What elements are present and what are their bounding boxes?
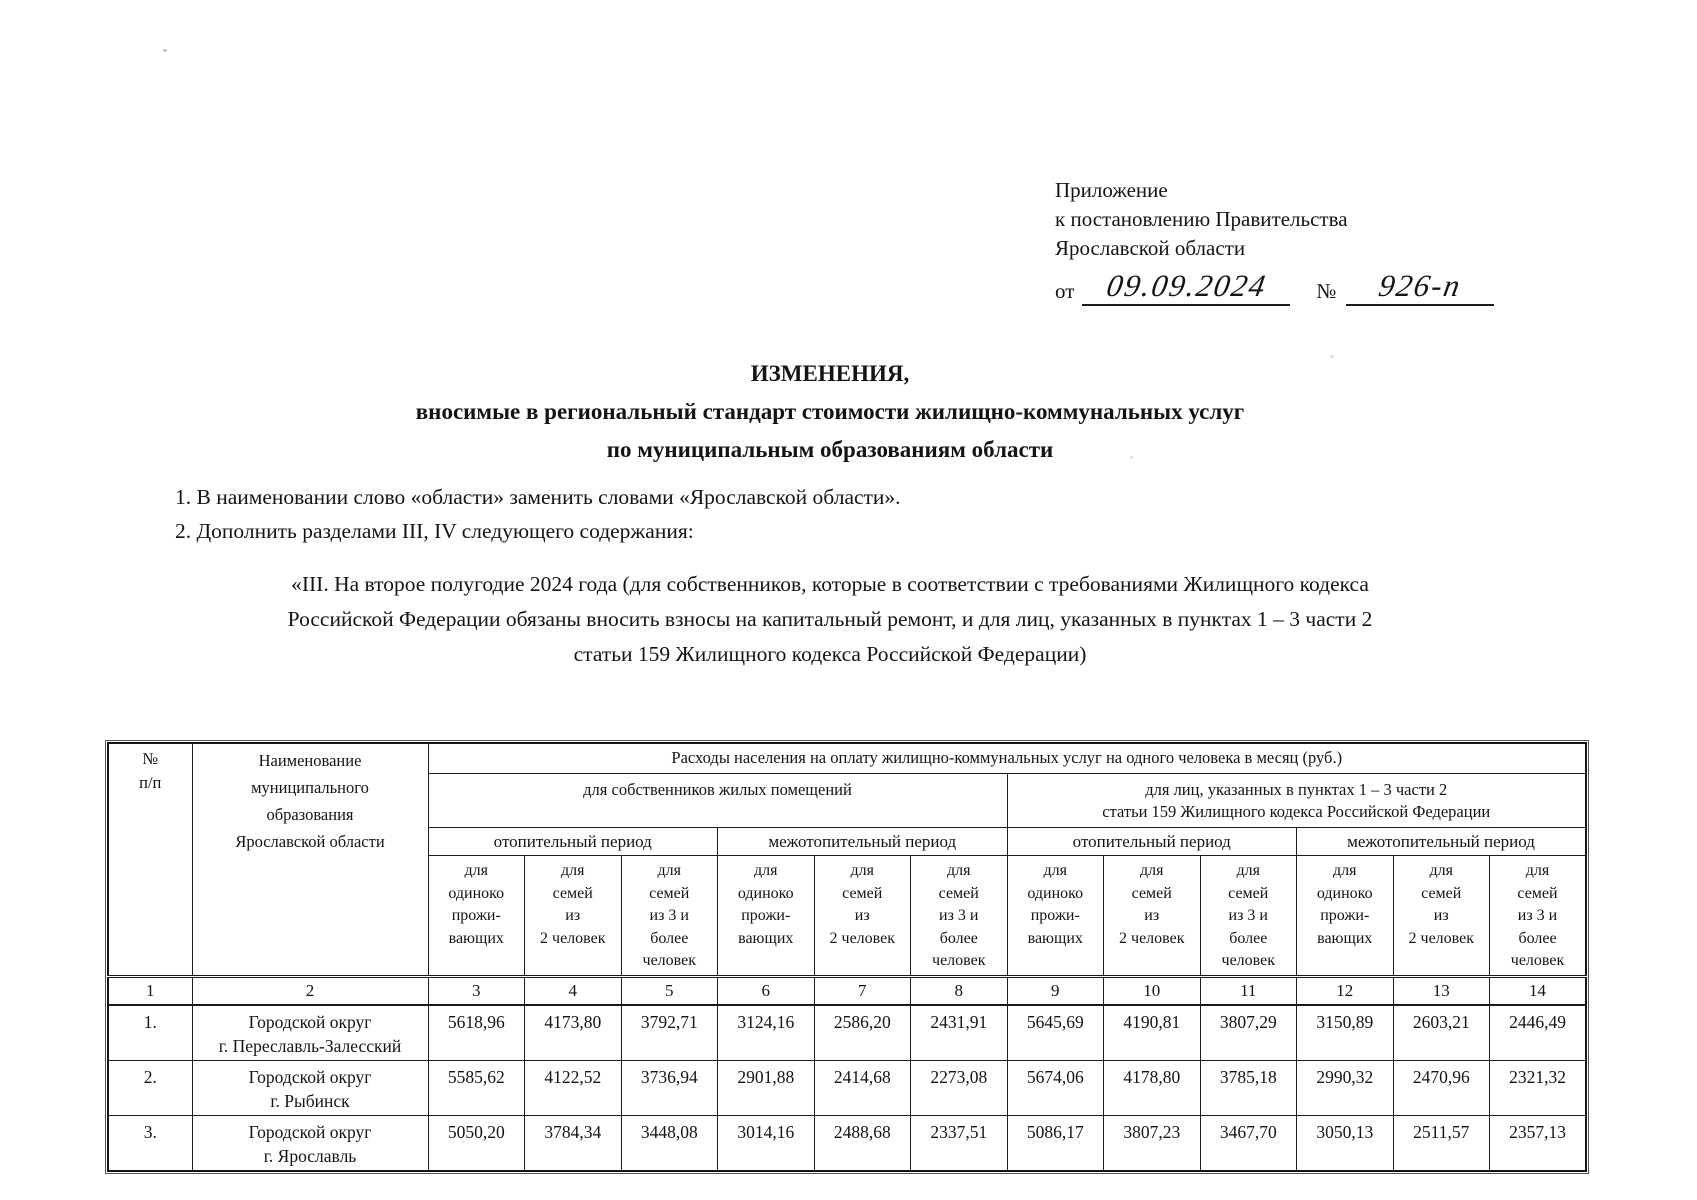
- standards-table: [107, 742, 1587, 1172]
- sub-header-single: для одиноко прожи- вающих: [1297, 856, 1394, 977]
- period-header-heating: отопительный период: [428, 828, 718, 856]
- column-number: 5: [621, 976, 718, 1005]
- column-number: 9: [1007, 976, 1104, 1005]
- value-cell: 2431,91: [911, 1005, 1008, 1061]
- col-header-row-number: [108, 743, 192, 976]
- sub-header-family2: для семей из 2 человек: [1393, 856, 1490, 977]
- value-cell: 3467,70: [1200, 1115, 1297, 1171]
- column-number: 10: [1104, 976, 1201, 1005]
- value-cell: 3050,13: [1297, 1115, 1394, 1171]
- column-number: 4: [525, 976, 622, 1005]
- municipality-name: Городской округ г. Ярославль: [192, 1115, 428, 1171]
- text-line: п/п: [139, 773, 162, 792]
- row-number: 1.: [108, 1005, 192, 1061]
- value-cell: 2901,88: [718, 1060, 815, 1115]
- amendment-list: [175, 480, 901, 548]
- scan-artifact: [163, 49, 167, 52]
- value-cell: 3448,08: [621, 1115, 718, 1171]
- value-cell: 5585,62: [428, 1060, 525, 1115]
- value-cell: 5086,17: [1007, 1115, 1104, 1171]
- value-cell: 2488,68: [814, 1115, 911, 1171]
- col-header-expenses: Расходы населения на оплату жилищно-коммунальных услуг на одного человека в месяц (руб.): [428, 743, 1586, 774]
- text-line: муниципального: [251, 778, 369, 797]
- value-cell: 3784,34: [525, 1115, 622, 1171]
- text-line: для лиц, указанных в пунктах 1 – 3 части 2: [1145, 780, 1448, 799]
- sub-header-family3: для семей из 3 и более человек: [1490, 856, 1587, 977]
- value-cell: 4122,52: [525, 1060, 622, 1115]
- appendix-line: Ярославской области: [1055, 236, 1246, 260]
- value-cell: 3807,29: [1200, 1005, 1297, 1061]
- sub-header-family3: для семей из 3 и более человек: [621, 856, 718, 977]
- value-cell: 4190,81: [1104, 1005, 1201, 1061]
- value-cell: 3807,23: [1104, 1115, 1201, 1171]
- value-cell: 2446,49: [1490, 1005, 1587, 1061]
- text-line: «III. На второе полугодие 2024 года (для собственников, которые в соответствии с требованиями Жилищного кодекса: [291, 572, 1369, 596]
- column-number-row: [108, 976, 1586, 1005]
- period-header-interheating: межотопительный период: [1297, 828, 1587, 856]
- value-cell: 2273,08: [911, 1060, 1008, 1115]
- column-number: 13: [1393, 976, 1490, 1005]
- sub-header-family2: для семей из 2 человек: [814, 856, 911, 977]
- date-prefix-label: от: [1055, 279, 1075, 303]
- text-line: Ярославской области: [235, 832, 385, 851]
- amendment-item: 1. В наименовании слово «области» заменить словами «Ярославской области».: [175, 485, 901, 509]
- column-number: 1: [108, 976, 192, 1005]
- value-cell: 3785,18: [1200, 1060, 1297, 1115]
- table-row: [108, 1060, 1586, 1115]
- municipality-name: Городской округ г. Рыбинск: [192, 1060, 428, 1115]
- value-cell: 2337,51: [911, 1115, 1008, 1171]
- value-cell: 3150,89: [1297, 1005, 1394, 1061]
- value-cell: 2603,21: [1393, 1005, 1490, 1061]
- group-header-persons-159: [1007, 774, 1586, 828]
- value-cell: 4178,80: [1104, 1060, 1201, 1115]
- column-number: 12: [1297, 976, 1394, 1005]
- column-number: 8: [911, 976, 1008, 1005]
- sub-header-family3: для семей из 3 и более человек: [911, 856, 1008, 977]
- column-number: 11: [1200, 976, 1297, 1005]
- table-row: [108, 1005, 1586, 1061]
- row-number: 3.: [108, 1115, 192, 1171]
- appendix-date-line: [1055, 268, 1494, 306]
- sub-header-single: для одиноко прожи- вающих: [718, 856, 815, 977]
- period-header-heating: отопительный период: [1007, 828, 1297, 856]
- handwritten-date: 09.09.2024: [1103, 268, 1270, 303]
- value-cell: 3736,94: [621, 1060, 718, 1115]
- appendix-line: к постановлению Правительства: [1055, 207, 1348, 231]
- table-row: [108, 1115, 1586, 1171]
- appendix-line: Приложение: [1055, 178, 1168, 202]
- value-cell: 2357,13: [1490, 1115, 1587, 1171]
- col-header-municipality: [192, 743, 428, 976]
- appendix-header: [1055, 176, 1494, 306]
- value-cell: 2414,68: [814, 1060, 911, 1115]
- value-cell: 3792,71: [621, 1005, 718, 1061]
- value-cell: 2511,57: [1393, 1115, 1490, 1171]
- text-line: статьи 159 Жилищного кодекса Российской Федерации: [1102, 802, 1491, 821]
- text-line: Российской Федерации обязаны вносить взносы на капитальный ремонт, и для лиц, указанных в пунктах 1 – 3 части 2: [287, 607, 1373, 631]
- text-line: образования: [266, 805, 354, 824]
- value-cell: 2990,32: [1297, 1060, 1394, 1115]
- title-line: ИЗМЕНЕНИЯ,: [750, 361, 910, 386]
- text-line: Наименование: [258, 751, 362, 770]
- handwritten-number-field: [1346, 268, 1494, 306]
- document-title: [110, 355, 1550, 469]
- value-cell: 2470,96: [1393, 1060, 1490, 1115]
- section-3-intro: [100, 567, 1560, 672]
- column-number: 3: [428, 976, 525, 1005]
- value-cell: 3014,16: [718, 1115, 815, 1171]
- column-number: 6: [718, 976, 815, 1005]
- value-cell: 5674,06: [1007, 1060, 1104, 1115]
- column-number: 2: [192, 976, 428, 1005]
- sub-header-single: для одиноко прожи- вающих: [1007, 856, 1104, 977]
- value-cell: 2321,32: [1490, 1060, 1587, 1115]
- column-number: 14: [1490, 976, 1587, 1005]
- title-line: по муниципальным образованиям области: [606, 437, 1054, 462]
- text-line: №: [142, 749, 159, 768]
- text-line: статьи 159 Жилищного кодекса Российской Федерации): [573, 642, 1087, 666]
- value-cell: 5645,69: [1007, 1005, 1104, 1061]
- value-cell: 4173,80: [525, 1005, 622, 1061]
- handwritten-date-field: [1082, 268, 1290, 306]
- sub-header-family3: для семей из 3 и более человек: [1200, 856, 1297, 977]
- group-header-owners: для собственников жилых помещений: [428, 774, 1007, 828]
- sub-header-family2: для семей из 2 человек: [1104, 856, 1201, 977]
- municipality-name: Городской округ г. Переславль-Залесский: [192, 1005, 428, 1061]
- period-header-interheating: межотопительный период: [718, 828, 1008, 856]
- value-cell: 3124,16: [718, 1005, 815, 1061]
- title-line: вносимые в региональный стандарт стоимости жилищно-коммунальных услуг: [415, 399, 1245, 424]
- sub-header-single: для одиноко прожи- вающих: [428, 856, 525, 977]
- value-cell: 5618,96: [428, 1005, 525, 1061]
- number-sign: №: [1316, 279, 1337, 303]
- value-cell: 5050,20: [428, 1115, 525, 1171]
- amendment-item: 2. Дополнить разделами III, IV следующего содержания:: [175, 519, 694, 543]
- sub-header-family2: для семей из 2 человек: [525, 856, 622, 977]
- row-number: 2.: [108, 1060, 192, 1115]
- handwritten-number: 926-п: [1376, 268, 1465, 303]
- value-cell: 2586,20: [814, 1005, 911, 1061]
- column-number: 7: [814, 976, 911, 1005]
